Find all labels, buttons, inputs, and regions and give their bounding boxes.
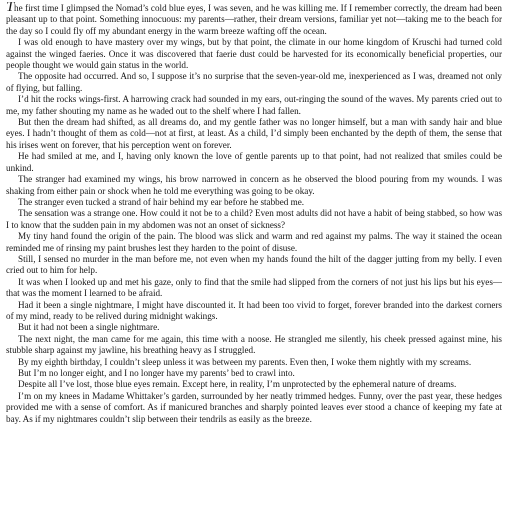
- body-paragraph: The stranger had examined my wings, his brow narrowed in concern as he observed the blood pouring from my wounds. I was shaking from either pain or shock when he told me everything was going to be okay.: [6, 174, 502, 196]
- body-paragraph: But it had not been a single nightmare.: [18, 322, 160, 333]
- body-paragraph: Despite all I’ve lost, those blue eyes remain. Except here, in reality, I’m unprotected by the ephemeral nature of dreams.: [18, 379, 457, 390]
- body-paragraph: He had smiled at me, and I, having only known the love of gentle parents up to that point, had not realized that smiles could be unkind.: [6, 151, 502, 173]
- book-page: [6, 2, 502, 516]
- body-paragraph: But then the dream had shifted, as all dreams do, and my gentle father was no longer himself, but a man with sandy hair and blue eyes. I hadn’t thought of them as cold—not at first, at least. As a child, I’d simply been enchanted by the depth of them, the sense that his irises went on forever, that his perception went on forever.: [6, 117, 502, 150]
- body-paragraph: By my eighth birthday, I couldn’t sleep unless it was between my parents. Even then, I woke them nightly with my screams.: [18, 356, 472, 367]
- body-paragraph: I’m on my knees in Madame Whittaker’s garden, surrounded by her neatly trimmed hedges. Funny, over the past year, these hedges provided me with a sense of comfort. As if manicured branches and sharply pointed leaves ever stood a chance of keeping my fate at bay. As if my nightmares couldn’t slip between their tendrils as easily as the breeze.: [6, 390, 502, 424]
- body-paragraph: The next night, the man came for me again, this time with a noose. He strangled me silently, his cheek pressed against mine, his stubble sharp against my jawline, his breathing heavy as I struggled.: [6, 333, 502, 356]
- body-paragraph: My tiny hand found the origin of the pain. The blood was slick and warm and red against my palms. The way it stained the ocean reminded me of rinsing my paint brushes lest they harden to the point of disuse.: [6, 231, 502, 253]
- opening-text: he first time I glimpsed the Nomad’s cold blue eyes, I was seven, and he was killing me. If I remember correctly, the dream had been pleasant up to that point. Something innocuous: my parents—rather, their dream versions, familiar yet not—taking me to the beach for the day so I could fly off my abundant energy in the warm breeze wafting off the ocean.: [6, 3, 502, 36]
- opening-initial: T: [6, 2, 15, 15]
- body-paragraph: The stranger even tucked a strand of hair behind my ear before he stabbed me.: [18, 196, 305, 207]
- body-paragraph: I was old enough to have mastery over my wings, but by that point, the climate in our home kingdom of Kruschi had turned cold against the winged faeries. Once it was discovered that faerie dust could be harvested for its economically beneficial properties, our people thought we would gain status in the world.: [6, 37, 502, 71]
- body-paragraph: I’d hit the rocks wings-first. A harrowing crack had sounded in my ears, out-ringing the sound of the waves. My parents cried out to me, my father shouting my name as he waded out to the shelf where I had fallen.: [6, 94, 502, 116]
- body-paragraph: It was when I looked up and met his gaze, only to find that the smile had slipped from the corners of not just his lips but his eyes—that was the moment I learned to be afraid.: [6, 276, 502, 299]
- opening-paragraph: [6, 2, 502, 37]
- body-paragraph: The sensation was a strange one. How could it not be to a child? Even most adults did not have a habit of being stabbed, so how was I to know that the sudden pain in my abdomen was not an onset of sickness?: [6, 208, 502, 230]
- body-paragraph: The opposite had occurred. And so, I suppose it’s no surprise that the seven-year-old me, inexperienced as I was, dreamed not only of flying, but falling.: [6, 71, 502, 93]
- body-paragraph: Still, I sensed no murder in the man before me, not even when my hands found the hilt of the dagger jutting from my belly. I even cried out to him for help.: [6, 253, 502, 276]
- body-paragraph: Had it been a single nightmare, I might have discounted it. It had been too vivid to forget, forever branded into the darkest corners of my mind, ready to be relived during midnight wakings.: [6, 299, 502, 321]
- body-paragraph: But I’m no longer eight, and I no longer have my parents’ bed to crawl into.: [18, 368, 295, 378]
